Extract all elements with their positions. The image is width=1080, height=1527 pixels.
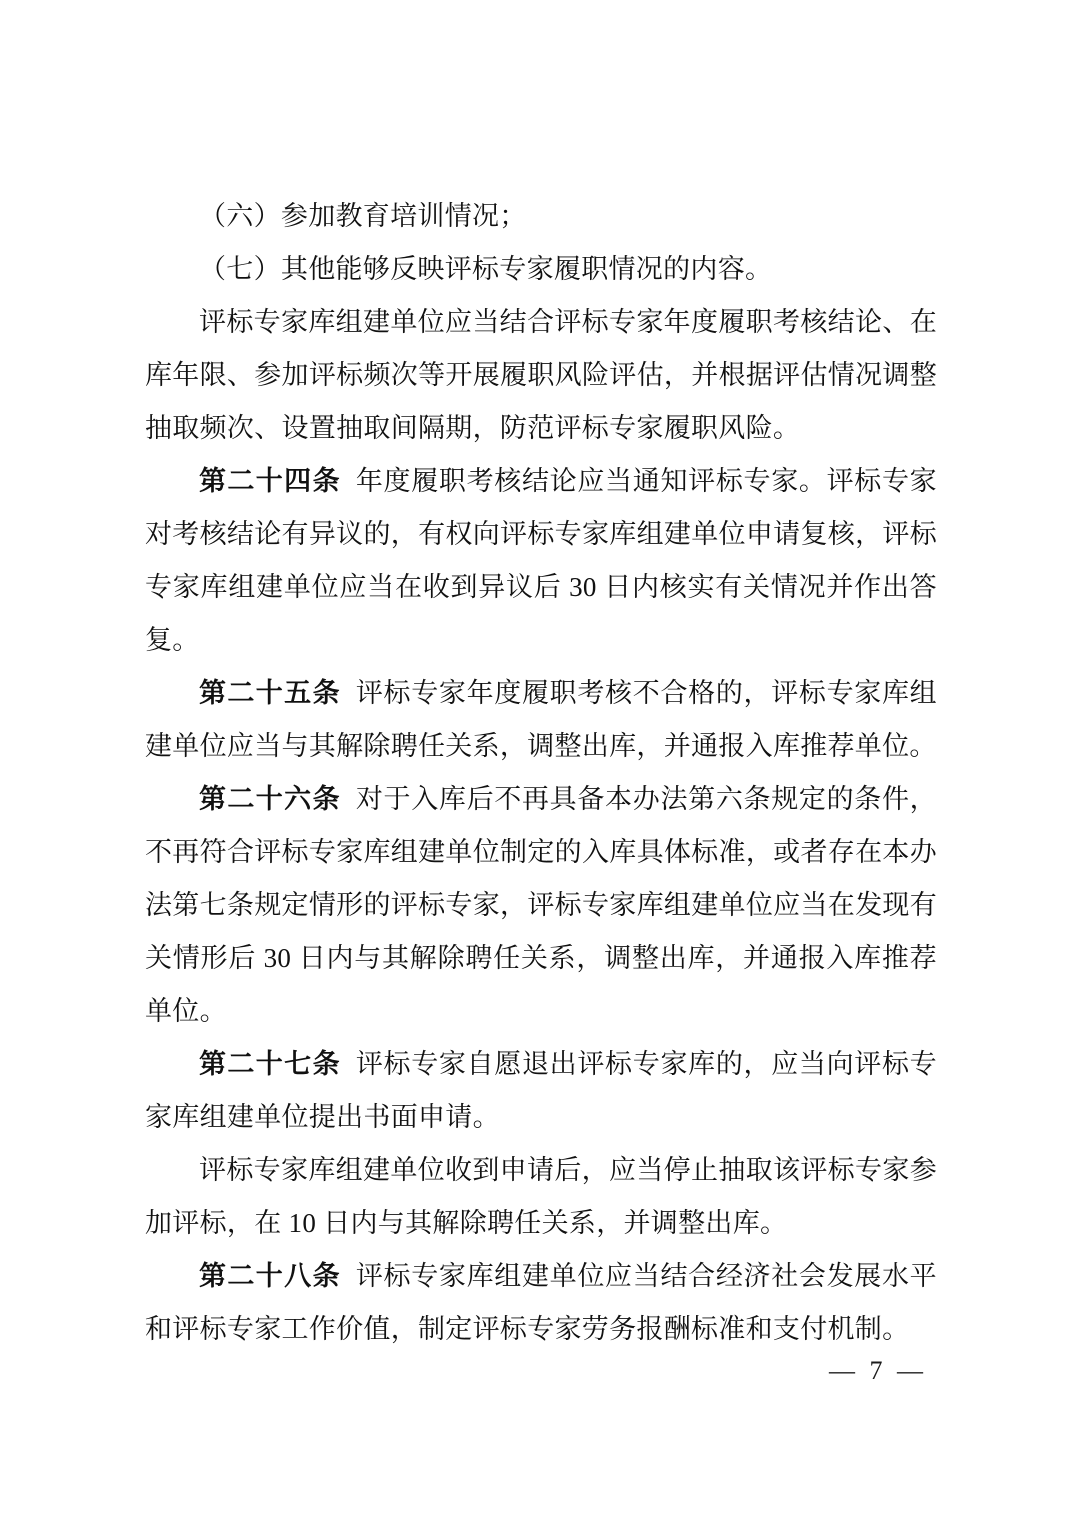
page-footer	[829, 1356, 927, 1386]
document-body	[145, 190, 937, 1356]
article-number: 第二十七条	[199, 1049, 341, 1079]
article-number: 第二十四条	[199, 466, 341, 496]
paragraph: （七）其他能够反映评标专家履职情况的内容。	[199, 254, 773, 284]
paragraph: 评标专家库组建单位应当结合评标专家年度履职考核结论、在库年限、参加评标频次等开展履职风险评估，并根据评估情况调整抽取频次、设置抽取间隔期，防范评标专家履职风险。	[145, 307, 937, 443]
article-number: 第二十五条	[199, 678, 341, 708]
article-number: 第二十八条	[199, 1261, 341, 1291]
page-number: — 7 —	[829, 1356, 927, 1385]
paragraph: 评标专家库组建单位收到申请后，应当停止抽取该评标专家参加评标，在 10 日内与其解除聘任关系，并调整出库。	[145, 1155, 937, 1238]
article-paragraph: 第二十八条 评标专家库组建单位应当结合经济社会发展水平和评标专家工作价值，制定评标专家劳务报酬标准和支付机制。	[145, 1261, 937, 1344]
article-paragraph: 第二十七条 评标专家自愿退出评标专家库的，应当向评标专家库组建单位提出书面申请。	[145, 1049, 937, 1132]
article-paragraph: 第二十六条 对于入库后不再具备本办法第六条规定的条件，不再符合评标专家库组建单位制定的入库具体标准，或者存在本办法第七条规定情形的评标专家，评标专家库组建单位应当在发现有关情形后 30 日内与其解除聘任关系，调整出库，并通报入库推荐单位。	[145, 784, 937, 1026]
article-paragraph: 第二十四条 年度履职考核结论应当通知评标专家。评标专家对考核结论有异议的，有权向评标专家库组建单位申请复核，评标专家库组建单位应当在收到异议后 30 日内核实有关情况并作出答复。	[145, 466, 937, 655]
article-number: 第二十六条	[199, 784, 341, 814]
article-paragraph: 第二十五条 评标专家年度履职考核不合格的，评标专家库组建单位应当与其解除聘任关系，调整出库，并通报入库推荐单位。	[145, 678, 937, 761]
paragraph: （六）参加教育培训情况；	[199, 201, 527, 231]
